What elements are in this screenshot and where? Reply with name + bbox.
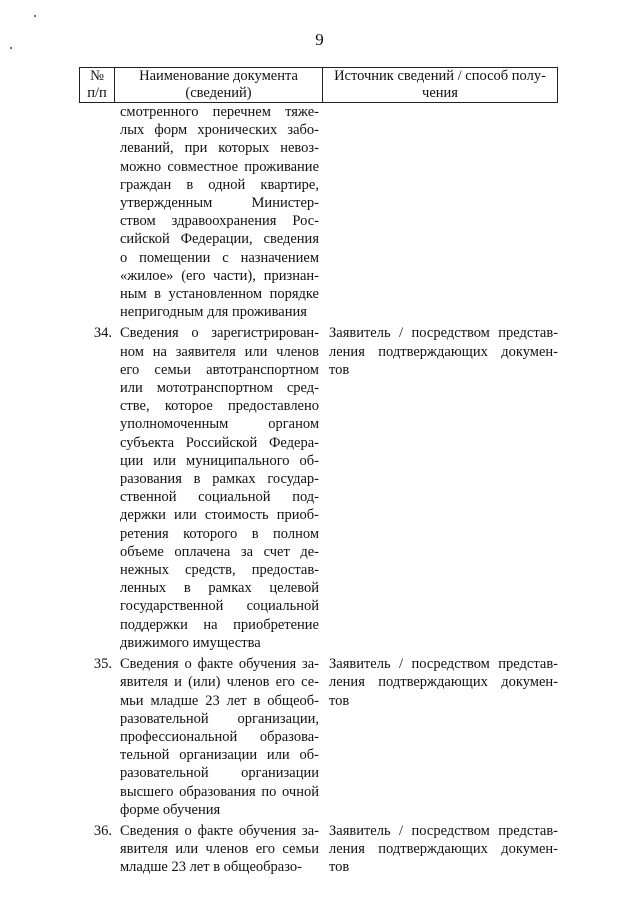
header-name-line2: (сведений)	[185, 85, 252, 101]
text-line: Заявитель / посредством представ-	[329, 656, 558, 673]
row-number: 36.	[93, 822, 112, 839]
text-line: разовательной организации,	[120, 710, 319, 727]
row-number: 34.	[93, 325, 112, 342]
header-number-line2: п/п	[87, 85, 107, 101]
text-line: явителя и (или) членов его се-	[120, 674, 319, 691]
header-number-line1: №	[90, 68, 104, 84]
row-name-cell	[115, 655, 323, 819]
text-line: тов	[329, 692, 350, 709]
text-line: поддержки на приобретение	[120, 616, 319, 633]
text-line: о помещении с назначением	[120, 249, 319, 266]
page-number: 9	[315, 30, 324, 49]
text-line: ном на заявителя или членов	[120, 343, 319, 360]
header-source-line1: Источник сведений / способ полу-	[334, 68, 546, 84]
row-source-cell	[323, 324, 558, 652]
text-line: Сведения о факте обучения за-	[120, 822, 319, 839]
text-line: тов	[329, 361, 350, 378]
text-line: движимого имущества	[120, 634, 261, 651]
text-line: можно совместное проживание	[120, 158, 319, 175]
continuation-row	[79, 103, 558, 321]
table-row	[79, 324, 558, 652]
text-line: ции или муниципального об-	[120, 452, 319, 469]
text-line: тов	[329, 859, 350, 876]
text-line: лых форм хронических забо-	[120, 122, 319, 139]
row-source-cell	[323, 103, 558, 321]
text-line: государственной социальной	[120, 598, 319, 615]
text-line: ления подтверждающих докумен-	[329, 841, 558, 858]
text-line: Сведения о зарегистрирован-	[120, 325, 319, 342]
text-line: стве, которое предоставлено	[120, 398, 319, 415]
text-line: сийской Федерации, сведения	[120, 231, 319, 248]
text-line: утвержденным Министер-	[120, 195, 319, 212]
text-line: смотренного перечнем тяже-	[120, 104, 319, 120]
text-line: нежных средств, предостав-	[120, 562, 319, 579]
text-line: или мототранспортном сред-	[120, 380, 319, 397]
header-source-cell	[323, 67, 558, 103]
text-line: уполномоченным органом	[120, 416, 319, 433]
text-line: граждан в одной квартире,	[120, 176, 319, 193]
text-line: профессиональной образова-	[120, 728, 319, 745]
table-row	[79, 655, 558, 819]
header-number-cell	[79, 67, 115, 103]
text-line: «жилое» (его части), признан-	[120, 267, 319, 284]
text-line: держки или стоимость приоб-	[120, 507, 319, 524]
text-line: Заявитель / посредством представ-	[329, 822, 558, 839]
scan-speck	[34, 15, 36, 17]
text-line: ретения которого в полном	[120, 525, 319, 542]
text-line: разования в рамках государ-	[120, 471, 319, 488]
text-line: явителя или членов его семьи	[120, 841, 319, 858]
text-line: ственной социальной под-	[120, 489, 319, 506]
row-source-cell	[323, 655, 558, 819]
text-line: непригодным для проживания	[120, 304, 307, 321]
scan-speck	[10, 47, 12, 49]
text-line: младше 23 лет в общеобразо-	[120, 859, 302, 876]
text-line: ным в установленном порядке	[120, 286, 319, 303]
text-line: объеме оплачена за счет де-	[120, 543, 319, 560]
row-source-cell	[323, 822, 558, 877]
text-line: ления подтверждающих докумен-	[329, 343, 558, 360]
text-line: Заявитель / посредством представ-	[329, 325, 558, 342]
text-line: разовательной организации	[120, 765, 319, 782]
table-body	[79, 103, 558, 877]
text-line: леваний, при которых невоз-	[120, 140, 319, 157]
row-number-cell	[79, 103, 115, 321]
row-name-cell	[115, 822, 323, 877]
text-line: высшего образования по очной	[120, 783, 319, 800]
header-source-line2: чения	[422, 85, 458, 101]
table-header	[79, 67, 558, 103]
text-line: тельной организации или об-	[120, 747, 319, 764]
row-number: 35.	[93, 656, 112, 673]
header-name-cell	[115, 67, 323, 103]
text-line: Сведения о факте обучения за-	[120, 656, 319, 673]
header-name-line1: Наименование документа	[139, 68, 298, 84]
text-line: ством здравоохранения Рос-	[120, 213, 319, 230]
row-name-cell	[115, 324, 323, 652]
text-line: его семьи автотранспортном	[120, 361, 319, 378]
continuation-name-cell	[115, 103, 323, 321]
text-line: субъекта Российской Федера-	[120, 434, 319, 451]
text-line: мьи младше 23 лет в общеоб-	[120, 692, 319, 709]
text-line: ления подтверждающих докумен-	[329, 674, 558, 691]
table-row	[79, 822, 558, 877]
text-line: форме обучения	[120, 801, 221, 818]
text-line: ленных в рамках целевой	[120, 580, 319, 597]
